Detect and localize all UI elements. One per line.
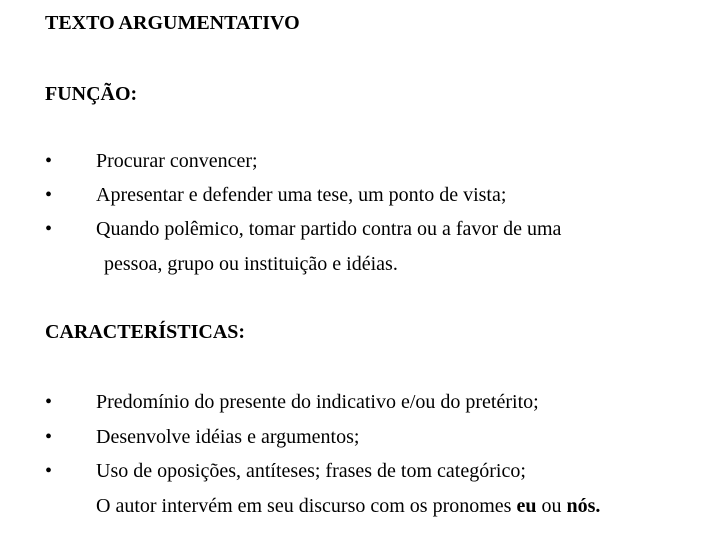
bullet-icon: • <box>45 218 53 240</box>
closing-connector: ou <box>541 495 562 517</box>
funcao-item-text: Quando polêmico, tomar partido contra ou a favor de uma <box>96 218 562 240</box>
closing-statement <box>96 496 600 516</box>
closing-text: O autor intervém em seu discurso com os pronomes <box>96 495 512 517</box>
caracteristicas-item-text: Predomínio do presente do indicativo e/ou do pretérito; <box>96 391 539 413</box>
bullet-icon: • <box>45 426 53 448</box>
bullet-icon: • <box>45 184 53 206</box>
funcao-item-text: Procurar convencer; <box>96 150 258 172</box>
funcao-item-text: Apresentar e defender uma tese, um ponto de vista; <box>96 184 507 206</box>
caracteristicas-item-text: Desenvolve idéias e argumentos; <box>96 426 360 448</box>
bullet-icon: • <box>45 460 53 482</box>
document-title: TEXTO ARGUMENTATIVO <box>45 12 300 34</box>
pronoun-eu: eu <box>516 495 537 517</box>
bullet-icon: • <box>45 150 53 172</box>
funcao-item-continuation: pessoa, grupo ou instituição e idéias. <box>104 253 398 275</box>
bullet-icon: • <box>45 391 53 413</box>
pronoun-nos: nós. <box>566 495 601 517</box>
caracteristicas-heading: CARACTERÍSTICAS: <box>45 321 246 343</box>
funcao-heading: FUNÇÃO: <box>45 83 138 105</box>
caracteristicas-item-text: Uso de oposições, antíteses; frases de tom categórico; <box>96 460 526 482</box>
